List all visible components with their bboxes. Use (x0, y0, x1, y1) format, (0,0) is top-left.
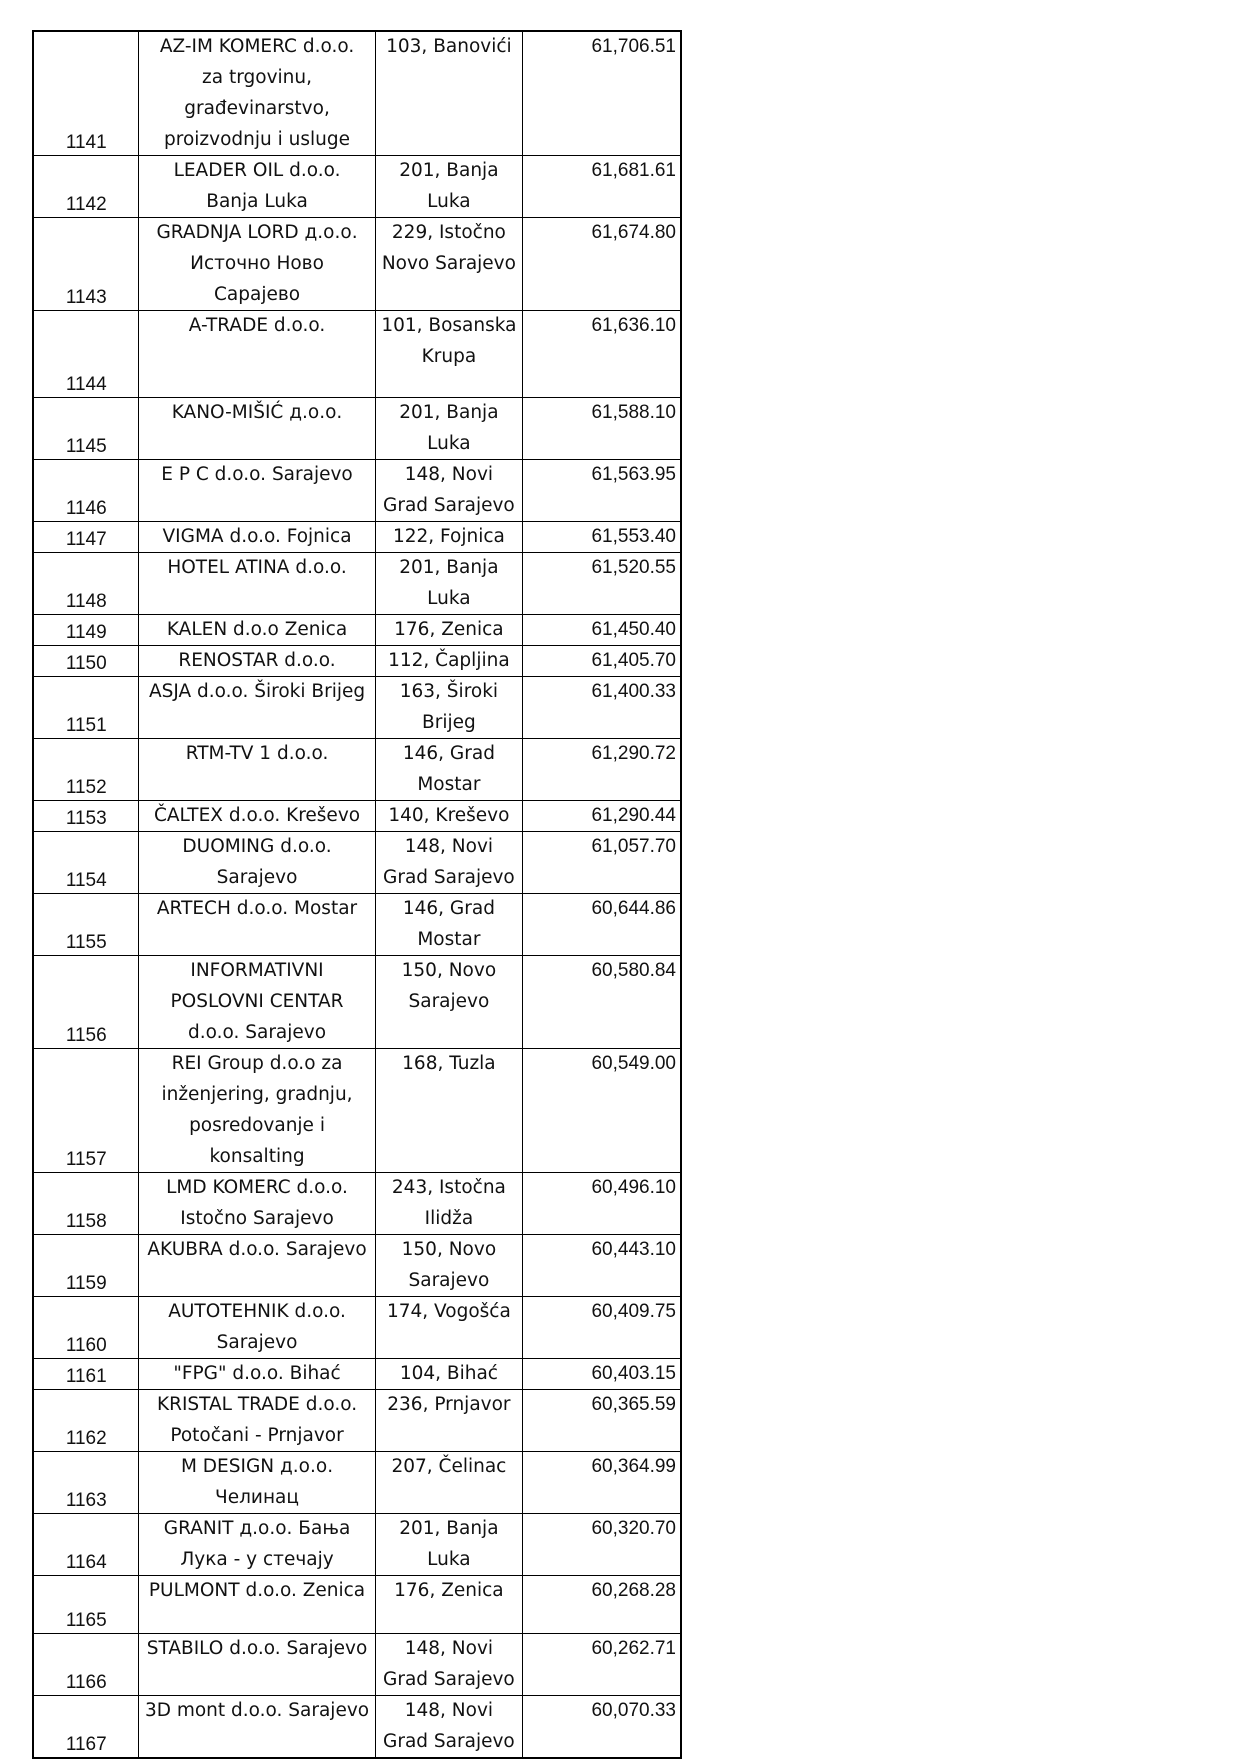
municipality: 122, Fojnica (392, 526, 505, 547)
municipality: 229, Istočno Novo Sarajevo (381, 222, 516, 274)
table-row (33, 1235, 681, 1297)
municipality-cell (375, 739, 523, 801)
company-name: AKUBRA d.o.o. Sarajevo (147, 1239, 367, 1260)
company-name-cell (139, 398, 375, 460)
amount-cell (523, 1049, 681, 1173)
amount: 61,588.10 (591, 402, 676, 423)
company-name: LMD KOMERC d.o.o. Istočno Sarajevo (166, 1177, 348, 1229)
company-name: INFORMATIVNI POSLOVNI CENTAR d.o.o. Sarajevo (170, 960, 344, 1043)
amount-cell (523, 615, 681, 646)
company-name: KANO-MIŠIĆ д.о.о. (171, 402, 343, 423)
municipality: 163, Široki Brijeg (399, 681, 499, 733)
company-name-cell (139, 1235, 375, 1297)
amount-cell (523, 677, 681, 739)
amount: 60,070.33 (591, 1700, 676, 1721)
municipality-cell (375, 1359, 523, 1390)
row-number: 1165 (65, 1610, 107, 1631)
amount-cell (523, 553, 681, 615)
row-number-cell (33, 646, 139, 677)
amount: 61,681.61 (591, 160, 676, 181)
municipality-cell (375, 522, 523, 553)
amount: 60,320.70 (591, 1518, 676, 1539)
municipality-cell (375, 1049, 523, 1173)
municipality: 150, Novo Sarajevo (401, 960, 497, 1012)
company-name-cell (139, 553, 375, 615)
table-row (33, 615, 681, 646)
company-name-cell (139, 739, 375, 801)
municipality: 148, Novi Grad Sarajevo (383, 1700, 515, 1752)
company-name-cell (139, 1173, 375, 1235)
municipality: 148, Novi Grad Sarajevo (383, 1638, 515, 1690)
row-number-cell (33, 1452, 139, 1514)
amount: 60,644.86 (591, 898, 676, 919)
amount-cell (523, 1576, 681, 1634)
row-number-cell (33, 1173, 139, 1235)
company-name-cell (139, 1696, 375, 1759)
table-row (33, 1576, 681, 1634)
table-row (33, 398, 681, 460)
amount: 60,365.59 (591, 1394, 676, 1415)
amount-cell (523, 646, 681, 677)
municipality: 201, Banja Luka (399, 402, 499, 454)
municipality: 236, Prnjavor (387, 1394, 511, 1415)
company-name-cell (139, 156, 375, 218)
municipality-cell (375, 218, 523, 311)
row-number: 1156 (65, 1025, 107, 1046)
municipality: 148, Novi Grad Sarajevo (383, 464, 515, 516)
amount-cell (523, 1359, 681, 1390)
company-name-cell (139, 218, 375, 311)
company-name: VIGMA d.o.o. Fojnica (162, 526, 352, 547)
table-row (33, 677, 681, 739)
municipality: 101, Bosanska Krupa (381, 315, 517, 367)
amount: 60,549.00 (591, 1053, 676, 1074)
row-number: 1143 (65, 287, 107, 308)
municipality: 243, Istočna Ilidža (391, 1177, 506, 1229)
amount-cell (523, 31, 681, 156)
municipality-cell (375, 1390, 523, 1452)
amount: 60,496.10 (591, 1177, 676, 1198)
row-number: 1150 (65, 653, 107, 674)
company-name: HOTEL ATINA d.o.o. (167, 557, 347, 578)
municipality-cell (375, 398, 523, 460)
municipality-cell (375, 1452, 523, 1514)
company-name: ČALTEX d.o.o. Kreševo (153, 805, 361, 826)
amount: 61,290.44 (591, 805, 676, 826)
municipality: 112, Čapljina (388, 650, 510, 671)
table-row (33, 156, 681, 218)
row-number-cell (33, 1576, 139, 1634)
row-number-cell (33, 832, 139, 894)
table-row (33, 553, 681, 615)
table-row (33, 522, 681, 553)
company-name: STABILO d.o.o. Sarajevo (146, 1638, 368, 1659)
municipality-cell (375, 1576, 523, 1634)
table-row (33, 1696, 681, 1759)
municipality: 201, Banja Luka (399, 1518, 499, 1570)
row-number-cell (33, 1049, 139, 1173)
amount: 61,636.10 (591, 315, 676, 336)
company-name-cell (139, 522, 375, 553)
company-name-cell (139, 1634, 375, 1696)
row-number: 1144 (65, 374, 107, 395)
company-name: ASJA d.o.o. Široki Brijeg (148, 681, 366, 702)
row-number: 1159 (65, 1273, 107, 1294)
company-name: A-TRADE d.o.o. (188, 315, 326, 336)
table-row (33, 1514, 681, 1576)
municipality-cell (375, 956, 523, 1049)
row-number-cell (33, 956, 139, 1049)
row-number: 1166 (65, 1672, 107, 1693)
row-number-cell (33, 218, 139, 311)
municipality: 207, Čelinac (391, 1456, 507, 1477)
amount-cell (523, 218, 681, 311)
amount: 61,290.72 (591, 743, 676, 764)
company-name-cell (139, 677, 375, 739)
row-number-cell (33, 1514, 139, 1576)
table-row (33, 311, 681, 398)
row-number: 1160 (65, 1335, 107, 1356)
table-row (33, 1359, 681, 1390)
municipality: 104, Bihać (399, 1363, 498, 1384)
amount: 61,520.55 (591, 557, 676, 578)
table-row (33, 218, 681, 311)
municipality-cell (375, 1235, 523, 1297)
amount: 60,364.99 (591, 1456, 676, 1477)
amount: 61,450.40 (591, 619, 676, 640)
row-number: 1147 (65, 529, 107, 550)
company-name: GRANIT д.о.о. Бања Лука - у стечају (163, 1518, 351, 1570)
row-number-cell (33, 311, 139, 398)
amount-cell (523, 1452, 681, 1514)
company-name-cell (139, 956, 375, 1049)
amount: 61,563.95 (591, 464, 676, 485)
row-number: 1153 (65, 808, 107, 829)
company-name: LEADER OIL d.o.o. Banja Luka (173, 160, 341, 212)
company-name-cell (139, 801, 375, 832)
amount: 61,706.51 (591, 36, 676, 57)
amount: 60,580.84 (591, 960, 676, 981)
table-row (33, 739, 681, 801)
row-number-cell (33, 1696, 139, 1759)
row-number-cell (33, 801, 139, 832)
company-name: DUOMING d.o.o. Sarajevo (182, 836, 332, 888)
row-number: 1163 (65, 1490, 107, 1511)
municipality: 201, Banja Luka (399, 160, 499, 212)
row-number: 1149 (65, 622, 107, 643)
municipality-cell (375, 1297, 523, 1359)
company-name: M DESIGN д.о.о. Челинац (180, 1456, 334, 1508)
table-row (33, 31, 681, 156)
municipality: 176, Zenica (394, 1580, 504, 1601)
municipality-cell (375, 615, 523, 646)
amount-cell (523, 832, 681, 894)
amount: 60,403.15 (591, 1363, 676, 1384)
row-number: 1142 (65, 194, 107, 215)
amount-cell (523, 739, 681, 801)
row-number-cell (33, 1390, 139, 1452)
amount: 60,268.28 (591, 1580, 676, 1601)
table-row (33, 1297, 681, 1359)
municipality-cell (375, 646, 523, 677)
row-number-cell (33, 1235, 139, 1297)
amount: 61,057.70 (591, 836, 676, 857)
row-number-cell (33, 894, 139, 956)
row-number-cell (33, 1297, 139, 1359)
municipality-cell (375, 894, 523, 956)
company-name: "FPG" d.o.o. Bihać (173, 1363, 341, 1384)
municipality: 201, Banja Luka (399, 557, 499, 609)
company-name-cell (139, 31, 375, 156)
municipality: 140, Kreševo (388, 805, 510, 826)
municipality: 146, Grad Mostar (402, 898, 495, 950)
company-name-cell (139, 1576, 375, 1634)
company-name: REI Group d.o.o za inženjering, gradnju, posredovanje i konsalting (161, 1053, 353, 1167)
company-name: GRADNJA LORD д.о.о. Источно Ново Сарајево (156, 222, 358, 305)
row-number-cell (33, 31, 139, 156)
amount-cell (523, 801, 681, 832)
municipality-cell (375, 460, 523, 522)
company-name: AZ-IM KOMERC d.o.o. za trgovinu, građevinarstvo, proizvodnju i usluge (159, 36, 355, 150)
row-number: 1152 (65, 777, 107, 798)
municipality: 174, Vogošća (386, 1301, 511, 1322)
amount: 61,553.40 (591, 526, 676, 547)
amount-cell (523, 894, 681, 956)
amount: 60,409.75 (591, 1301, 676, 1322)
row-number: 1162 (65, 1428, 107, 1449)
amount-cell (523, 1390, 681, 1452)
row-number-cell (33, 522, 139, 553)
row-number: 1145 (65, 436, 107, 457)
row-number: 1148 (65, 591, 107, 612)
row-number-cell (33, 460, 139, 522)
amount: 61,405.70 (591, 650, 676, 671)
amount-cell (523, 956, 681, 1049)
company-name-cell (139, 1359, 375, 1390)
amount: 60,262.71 (591, 1638, 676, 1659)
company-name: KRISTAL TRADE d.o.o. Potočani - Prnjavor (156, 1394, 358, 1446)
company-name: RTM-TV 1 d.o.o. (185, 743, 329, 764)
municipality: 150, Novo Sarajevo (401, 1239, 497, 1291)
municipality: 146, Grad Mostar (402, 743, 495, 795)
company-name: KALEN d.o.o Zenica (166, 619, 348, 640)
company-name-cell (139, 1049, 375, 1173)
amount: 60,443.10 (591, 1239, 676, 1260)
company-name-cell (139, 311, 375, 398)
company-name: ARTECH d.o.o. Mostar (156, 898, 358, 919)
company-name-cell (139, 1297, 375, 1359)
company-name-cell (139, 1514, 375, 1576)
table-row (33, 1634, 681, 1696)
municipality-cell (375, 1173, 523, 1235)
row-number: 1154 (65, 870, 107, 891)
amount-cell (523, 522, 681, 553)
company-name-cell (139, 1452, 375, 1514)
company-name: AUTOTEHNIK d.o.o. Sarajevo (168, 1301, 346, 1353)
company-name: PULMONT d.o.o. Zenica (148, 1580, 366, 1601)
table-row (33, 801, 681, 832)
table-row (33, 1173, 681, 1235)
municipality: 176, Zenica (394, 619, 504, 640)
municipality-cell (375, 311, 523, 398)
amount-cell (523, 1173, 681, 1235)
table-row (33, 1452, 681, 1514)
company-name-cell (139, 646, 375, 677)
table-row (33, 1049, 681, 1173)
amount-cell (523, 1297, 681, 1359)
amount-cell (523, 398, 681, 460)
company-name: 3D mont d.o.o. Sarajevo (144, 1700, 370, 1721)
row-number-cell (33, 156, 139, 218)
company-table-body (33, 31, 681, 1758)
company-name-cell (139, 894, 375, 956)
row-number-cell (33, 398, 139, 460)
row-number: 1161 (65, 1366, 107, 1387)
table-row (33, 646, 681, 677)
table-row (33, 1390, 681, 1452)
table-row (33, 894, 681, 956)
amount-cell (523, 156, 681, 218)
amount-cell (523, 311, 681, 398)
company-name-cell (139, 460, 375, 522)
municipality-cell (375, 553, 523, 615)
amount: 61,400.33 (591, 681, 676, 702)
row-number-cell (33, 1359, 139, 1390)
amount-cell (523, 1235, 681, 1297)
amount-cell (523, 1514, 681, 1576)
row-number-cell (33, 677, 139, 739)
amount: 61,674.80 (591, 222, 676, 243)
municipality: 148, Novi Grad Sarajevo (383, 836, 515, 888)
row-number: 1146 (65, 498, 107, 519)
municipality-cell (375, 31, 523, 156)
table-row (33, 460, 681, 522)
table-row (33, 956, 681, 1049)
row-number: 1157 (65, 1149, 107, 1170)
municipality-cell (375, 677, 523, 739)
municipality-cell (375, 1514, 523, 1576)
municipality-cell (375, 1634, 523, 1696)
table-row (33, 832, 681, 894)
municipality-cell (375, 1696, 523, 1759)
row-number: 1164 (65, 1552, 107, 1573)
company-name-cell (139, 832, 375, 894)
amount-cell (523, 1696, 681, 1759)
row-number-cell (33, 553, 139, 615)
row-number: 1151 (65, 715, 107, 736)
row-number: 1155 (65, 932, 107, 953)
amount-cell (523, 1634, 681, 1696)
company-name: E P C d.o.o. Sarajevo (161, 464, 353, 485)
row-number-cell (33, 615, 139, 646)
company-table (32, 30, 682, 1759)
municipality: 168, Tuzla (402, 1053, 496, 1074)
company-name-cell (139, 1390, 375, 1452)
municipality-cell (375, 801, 523, 832)
company-name-cell (139, 615, 375, 646)
row-number-cell (33, 1634, 139, 1696)
municipality: 103, Banovići (386, 36, 512, 57)
amount-cell (523, 460, 681, 522)
row-number-cell (33, 739, 139, 801)
row-number: 1141 (65, 132, 107, 153)
municipality-cell (375, 832, 523, 894)
municipality-cell (375, 156, 523, 218)
row-number: 1167 (65, 1734, 107, 1755)
company-name: RENOSTAR d.o.o. (178, 650, 336, 671)
row-number: 1158 (65, 1211, 107, 1232)
